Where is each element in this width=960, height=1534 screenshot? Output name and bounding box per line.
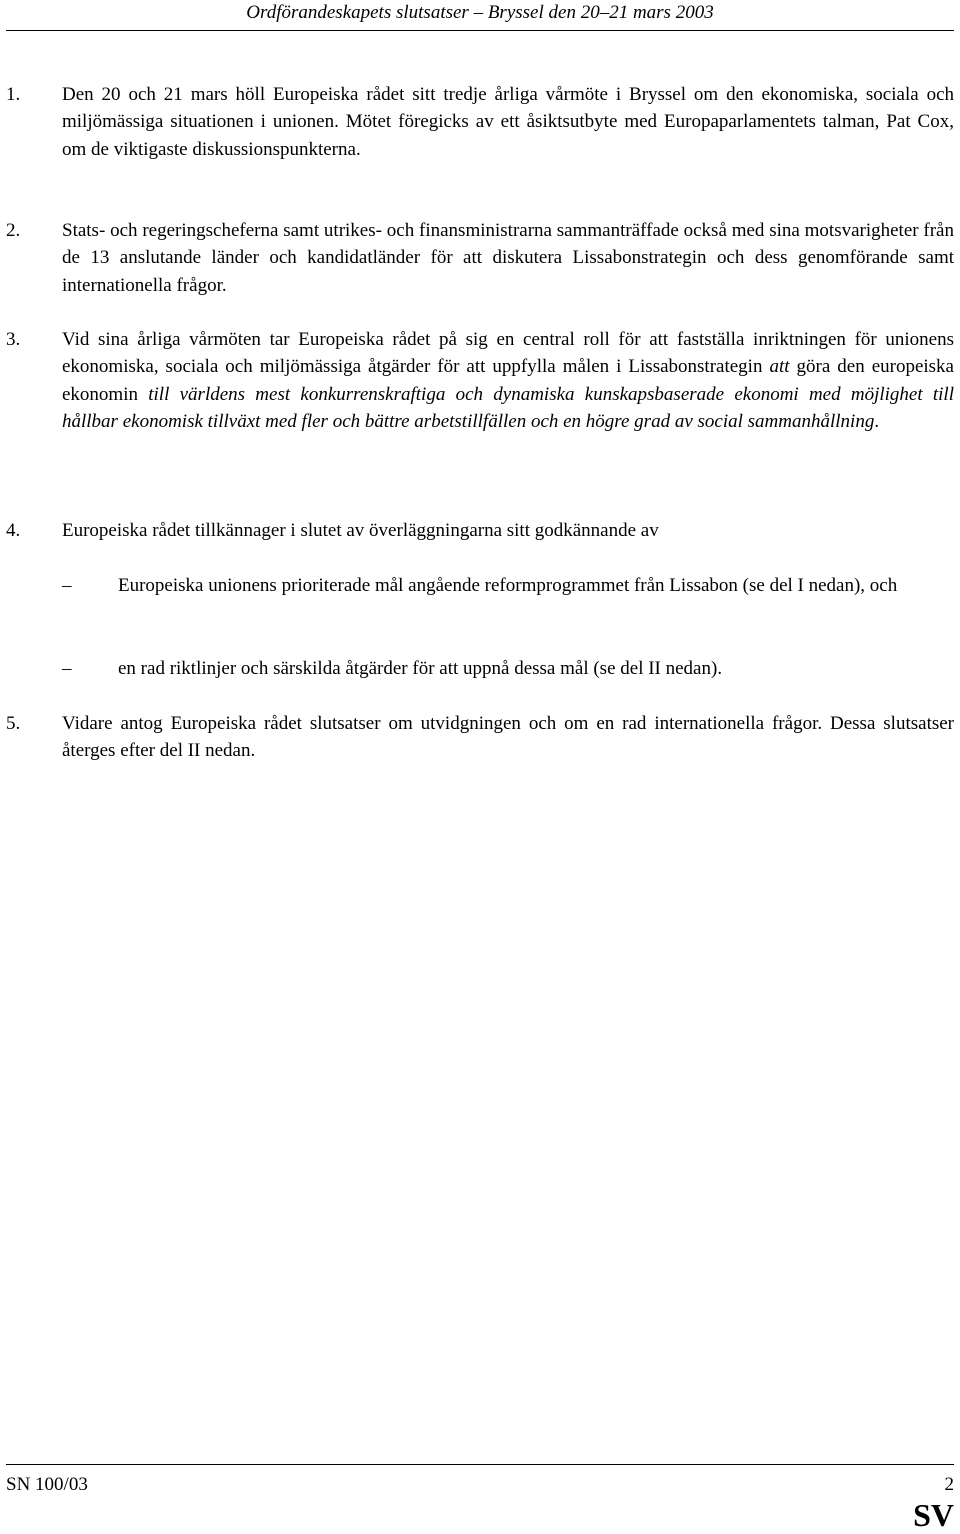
- paragraph-5: [6, 710, 954, 765]
- bullet-item-1: [62, 572, 954, 599]
- paragraph-number: 2.: [6, 220, 21, 241]
- footer-doc-ref: SN 100/03: [6, 1474, 88, 1495]
- paragraph-2: [6, 217, 954, 299]
- page-header: [0, 0, 960, 30]
- header-divider: [6, 30, 954, 31]
- paragraph-text: Vidare antog Europeiska rådet slutsatser om utvidgningen och om en rad internationella frågor. Dessa slutsatser återges efter del II nedan.: [62, 713, 954, 762]
- paragraph-text: Stats- och regeringscheferna samt utrikes- och finansministrarna sammanträffade också med sina motsvarigheter från de 13 anslutande länder och kandidatländer för att diskutera Lissabonstrategin och dess genomförande samt internationella frågor.: [62, 220, 954, 296]
- paragraph-text-part: göra den europeiska ekonomin: [62, 356, 954, 405]
- paragraph-text: Europeiska rådet tillkännager i slutet av överläggningarna sitt godkännande av: [62, 520, 659, 541]
- paragraph-text: [62, 326, 954, 435]
- paragraph-number: 1.: [6, 84, 21, 105]
- paragraph-number: 3.: [6, 329, 21, 350]
- paragraph-1: [6, 81, 954, 163]
- footer-divider: [6, 1464, 954, 1465]
- paragraph-4: [6, 517, 954, 544]
- footer-page-number: 2: [944, 1474, 954, 1495]
- paragraph-text-part: .: [874, 410, 880, 432]
- bullet-text: Europeiska unionens prioriterade mål angående reformprogrammet från Lissabon (se del I nedan), och: [118, 575, 898, 596]
- paragraph-text-italic: till världens mest konkurrenskraftiga och dynamiska kunskapsbaserade ekonomi med möjlighet till hållbar ekonomisk tillväxt med fler och bättre arbetstillfällen och en högre grad av social sammanhållning: [62, 383, 954, 432]
- bullet-item-2: [62, 655, 954, 682]
- bullet-text: en rad riktlinjer och särskilda åtgärder för att uppnå dessa mål (se del II nedan).: [118, 658, 723, 679]
- bullet-dash: –: [62, 658, 72, 679]
- paragraph-number: 5.: [6, 713, 21, 734]
- header-title: Ordförandeskapets slutsatser – Bryssel den 20–21 mars 2003: [246, 2, 714, 23]
- paragraph-text-part: Vid sina årliga vårmöten tar Europeiska rådet på sig en central roll för att fastställa inriktningen för unionens ekonomiska, sociala och miljömässiga åtgärder för att uppfylla målen i Lissabonstrategin: [62, 329, 954, 378]
- paragraph-number: 4.: [6, 520, 21, 541]
- paragraph-3: [6, 326, 954, 435]
- paragraph-text: Den 20 och 21 mars höll Europeiska rådet sitt tredje årliga vårmöte i Bryssel om den ekonomiska, sociala och miljömässiga situationen i unionen. Mötet föregicks av ett åsiktsutbyte med Europaparlamentets talman, Pat Cox, om de viktigaste diskussionspunkterna.: [62, 84, 954, 160]
- paragraph-text-italic: att: [769, 356, 790, 378]
- footer-language-code: SV: [913, 1497, 954, 1533]
- bullet-dash: –: [62, 575, 72, 596]
